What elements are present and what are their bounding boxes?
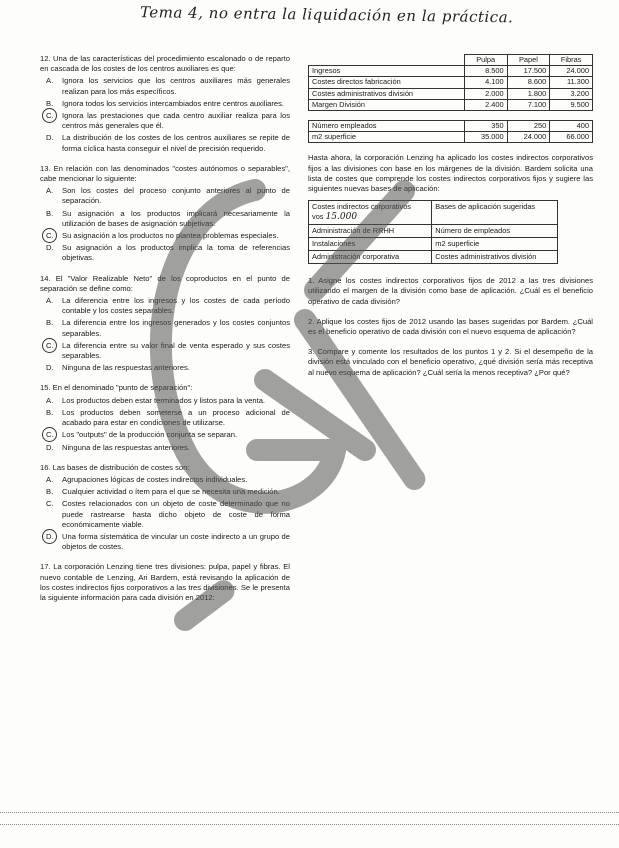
scan-artifact-line bbox=[0, 812, 619, 814]
table-cell: Costes administrativos división bbox=[309, 88, 465, 99]
option-letter: C. bbox=[46, 231, 62, 241]
table-cell bbox=[432, 251, 558, 264]
table-header-cell bbox=[309, 55, 465, 66]
table-cell: Número empleados bbox=[309, 121, 465, 132]
table-cell bbox=[432, 224, 558, 237]
option-text: Los productos deben someterse a un proceso adicional de acabado para estar en condiciones de utilizarse. bbox=[62, 407, 290, 428]
table-header-cell: Pulpa bbox=[464, 55, 507, 66]
table-header-row bbox=[309, 55, 593, 66]
table-row bbox=[309, 121, 593, 132]
answer-option bbox=[46, 231, 290, 241]
table-spacer bbox=[309, 111, 593, 121]
table-header-cell: Papel bbox=[507, 55, 550, 66]
answer-option bbox=[46, 475, 290, 485]
option-letter: A. bbox=[46, 296, 54, 306]
cell-text: Administración de RRHH bbox=[312, 225, 395, 235]
option-text: Los "outputs" de la producción conjunta se separan. bbox=[62, 430, 238, 440]
table-cell: m2 superficie bbox=[309, 132, 465, 143]
option-text: Una forma sistemática de vincular un coste indirecto a un grupo de objetos de costes. bbox=[62, 531, 290, 552]
option-letter: C. bbox=[46, 499, 54, 509]
answer-option bbox=[46, 487, 290, 497]
table-cell: 2.400 bbox=[464, 99, 507, 110]
option-letter: A. bbox=[46, 474, 54, 484]
table-cell: Ingresos bbox=[309, 66, 465, 77]
option-letter: B. bbox=[46, 318, 54, 328]
table-row bbox=[309, 201, 558, 224]
cell-text: vos bbox=[312, 212, 324, 222]
option-letter: D. bbox=[46, 363, 54, 373]
question-stem: 14. El "Valor Realizable Neto" de los coproductos en el punto de separación se define como: bbox=[40, 273, 290, 293]
cell-text: m2 superficie bbox=[435, 238, 480, 248]
table-cell: 11.300 bbox=[550, 77, 593, 88]
table-row bbox=[309, 132, 593, 143]
question-17 bbox=[40, 562, 290, 603]
table-cell: 8.500 bbox=[464, 66, 507, 77]
answer-option bbox=[46, 99, 290, 109]
table-cell bbox=[309, 251, 432, 264]
answer-option bbox=[46, 396, 290, 406]
option-letter: A. bbox=[46, 76, 54, 86]
option-letter: A. bbox=[46, 186, 54, 196]
table-cell: Costes directos fabricación bbox=[309, 77, 465, 88]
table-cell: 350 bbox=[464, 121, 507, 132]
table-row bbox=[309, 77, 593, 88]
table-header-cell: Fibras bbox=[550, 55, 593, 66]
option-text: La distribución de los costes de los centros auxiliares se repite de forma cíclica hasta conseguir el nivel de precisión requerido. bbox=[62, 133, 290, 153]
cell-text: Costes indirectos corporativos bbox=[312, 202, 411, 212]
option-text: Su asignación a los productos no plantea problemas especiales. bbox=[62, 231, 279, 241]
option-letter: B. bbox=[46, 208, 54, 218]
cell-text: Costes administrativos división bbox=[435, 252, 537, 262]
question-15 bbox=[40, 383, 290, 452]
option-letter: B. bbox=[46, 407, 54, 417]
table-cell: 4.100 bbox=[464, 77, 507, 88]
option-letter: A. bbox=[46, 395, 54, 405]
option-text: Los productos deben estar terminados y listos para la venta. bbox=[62, 395, 266, 405]
question-13 bbox=[40, 164, 290, 264]
question-stem: 12. Una de las características del procedimiento escalonado o de reparto en cascada de los costes de los centros auxiliares es que: bbox=[40, 54, 290, 74]
option-text: Ninguna de las respuestas anteriores. bbox=[62, 442, 190, 452]
question-stem: 17. La corporación Lenzing tiene tres divisiones: pulpa, papel y fibras. El nuevo contable de Lenzing, Ari Bardem, está revisando la aplicación de los costes indirectos fijos corporativos a las tres divisiones. Se le presenta la siguiente información para cada división en 2012: bbox=[40, 562, 290, 602]
option-text: Ninguna de las respuestas anteriores. bbox=[62, 363, 190, 373]
option-letter: D. bbox=[46, 532, 62, 552]
task-2: 2. Aplique los costes fijos de 2012 usando las bases sugeridas por Bardem. ¿Cuál es el beneficio operativo de cada división con el nuevo esquema de aplicación? bbox=[308, 316, 593, 337]
option-text: Son los costes del proceso conjunto anteriores al punto de separación. bbox=[62, 186, 290, 206]
cell-text: Bases de aplicación sugeridas bbox=[435, 202, 536, 212]
task-3: 3. Compare y comente los resultados de los puntos 1 y 2. Si el desempeño de la división está vinculado con el beneficio operativo, ¿qué división sería más receptiva al nuevo esquema de aplicación? ¿Cuál sería la menos receptiva? ¿Por qué? bbox=[308, 347, 593, 377]
left-column bbox=[40, 54, 290, 613]
option-letter: B. bbox=[46, 487, 54, 497]
answer-option bbox=[46, 363, 290, 373]
table-cell: 250 bbox=[507, 121, 550, 132]
option-text: La diferencia entre los ingresos y los costes de cada período contable y los costes separables. bbox=[62, 296, 290, 316]
answer-option bbox=[46, 76, 290, 96]
option-letter: B. bbox=[46, 98, 54, 108]
option-text: Su asignación a los productos implicará necesariamente la utilización de bases de asignación subjetivas. bbox=[62, 208, 290, 228]
table-row bbox=[309, 251, 558, 264]
table-cell: 35.000 bbox=[464, 132, 507, 143]
answer-option bbox=[46, 499, 290, 530]
question-stem: 16. Las bases de distribución de costes son: bbox=[40, 462, 190, 472]
answer-option bbox=[46, 186, 290, 206]
handwritten-note: 15.000 bbox=[325, 212, 358, 223]
option-text: La diferencia entre los ingresos generados y los costes conjuntos separables. bbox=[62, 318, 290, 338]
table-cell: 24.000 bbox=[550, 66, 593, 77]
answer-option bbox=[46, 430, 290, 440]
table-cell: 400 bbox=[550, 121, 593, 132]
answer-option bbox=[46, 341, 290, 361]
question-16 bbox=[40, 463, 290, 553]
option-text: Costes relacionados con un objeto de coste determinado que no puede rastrearse hasta dicho objeto de coste de forma económicamente viable. bbox=[62, 499, 290, 529]
answer-option bbox=[46, 209, 290, 229]
options-14 bbox=[40, 296, 290, 373]
table-cell: 3.200 bbox=[550, 88, 593, 99]
table-cell: 9.500 bbox=[550, 99, 593, 110]
option-text: La diferencia entre su valor final de venta esperado y sus costes separables. bbox=[62, 340, 290, 361]
option-text: Su asignación a los productos implica la toma de referencias objetivas. bbox=[62, 243, 290, 263]
option-text: Cualquier actividad o ítem para el que se necesita una medición. bbox=[62, 487, 280, 497]
option-text: Ignora los servicios que los centros auxiliares más generales realizan para los más específicos. bbox=[62, 76, 290, 96]
options-13 bbox=[40, 186, 290, 263]
cell-text: Instalaciones bbox=[312, 238, 356, 248]
option-letter: D. bbox=[46, 133, 54, 143]
table-cell: 8.600 bbox=[507, 77, 550, 88]
answer-option bbox=[46, 443, 290, 453]
question-14 bbox=[40, 274, 290, 374]
table-cell bbox=[309, 237, 432, 250]
option-letter: C. bbox=[46, 111, 62, 131]
division-data-table bbox=[308, 54, 593, 143]
question-12 bbox=[40, 54, 290, 154]
options-16 bbox=[40, 475, 290, 552]
option-text: Agrupaciones lógicas de costes indirectos individuales. bbox=[62, 474, 248, 484]
table-row bbox=[309, 224, 558, 237]
table-row bbox=[309, 66, 593, 77]
table-cell: 7.100 bbox=[507, 99, 550, 110]
table-row bbox=[309, 88, 593, 99]
answer-option bbox=[46, 532, 290, 552]
options-12 bbox=[40, 76, 290, 153]
answer-option bbox=[46, 408, 290, 428]
table-cell bbox=[432, 237, 558, 250]
table-cell bbox=[309, 224, 432, 237]
table-cell: 24.000 bbox=[507, 132, 550, 143]
answer-option bbox=[46, 243, 290, 263]
answer-option bbox=[46, 296, 290, 316]
cell-text: Administración corporativa bbox=[312, 252, 400, 262]
answer-option bbox=[46, 133, 290, 153]
option-text: Ignora las prestaciones que cada centro auxiliar realiza para los centros más generales que él. bbox=[62, 111, 290, 131]
option-text: Ignora todos los servicios intercambiados entre centros auxiliares. bbox=[62, 98, 285, 108]
task-1: 1. Asigne los costes indirectos corporativos fijos de 2012 a las tres divisiones utilizando el margen de la división como base de aplicación. ¿Cuál es el beneficio operativo de cada división? bbox=[308, 276, 593, 306]
table-cell: 1.800 bbox=[507, 88, 550, 99]
question-stem: 13. En relación con las denominados "costes autónomos o separables", cabe mencionar lo siguiente: bbox=[40, 163, 290, 184]
option-letter: D. bbox=[46, 243, 54, 253]
table-cell: 2.000 bbox=[464, 88, 507, 99]
answer-option bbox=[46, 318, 290, 338]
table-cell bbox=[432, 201, 558, 224]
options-15 bbox=[40, 396, 290, 453]
handwritten-title: Tema 4, no entra la liquidación en la práctica. bbox=[139, 3, 514, 27]
table-row bbox=[309, 237, 558, 250]
answer-option bbox=[46, 111, 290, 131]
table-row bbox=[309, 99, 593, 110]
right-column bbox=[308, 54, 593, 384]
question-stem: 15. En el denominado "punto de separación": bbox=[40, 383, 193, 393]
option-letter: C. bbox=[46, 430, 62, 440]
option-letter: C. bbox=[46, 341, 62, 361]
option-letter: D. bbox=[46, 442, 54, 452]
scan-artifact-line bbox=[0, 824, 619, 826]
table-cell: 17.500 bbox=[507, 66, 550, 77]
cell-text: Número de empleados bbox=[435, 225, 511, 235]
table-cell bbox=[309, 201, 432, 224]
allocation-bases-table bbox=[308, 200, 558, 264]
table-cell: Margen División bbox=[309, 99, 465, 110]
table-cell: 66.000 bbox=[550, 132, 593, 143]
scenario-paragraph: Hasta ahora, la corporación Lenzing ha aplicado los costes indirectos corporativos fijos a las divisiones con base en los márgenes de la división. Bardem solicita una lista de costes que comprende los costes indirectos corporativos fijos y sugiere las siguientes nuevas bases de aplicación: bbox=[308, 153, 593, 194]
